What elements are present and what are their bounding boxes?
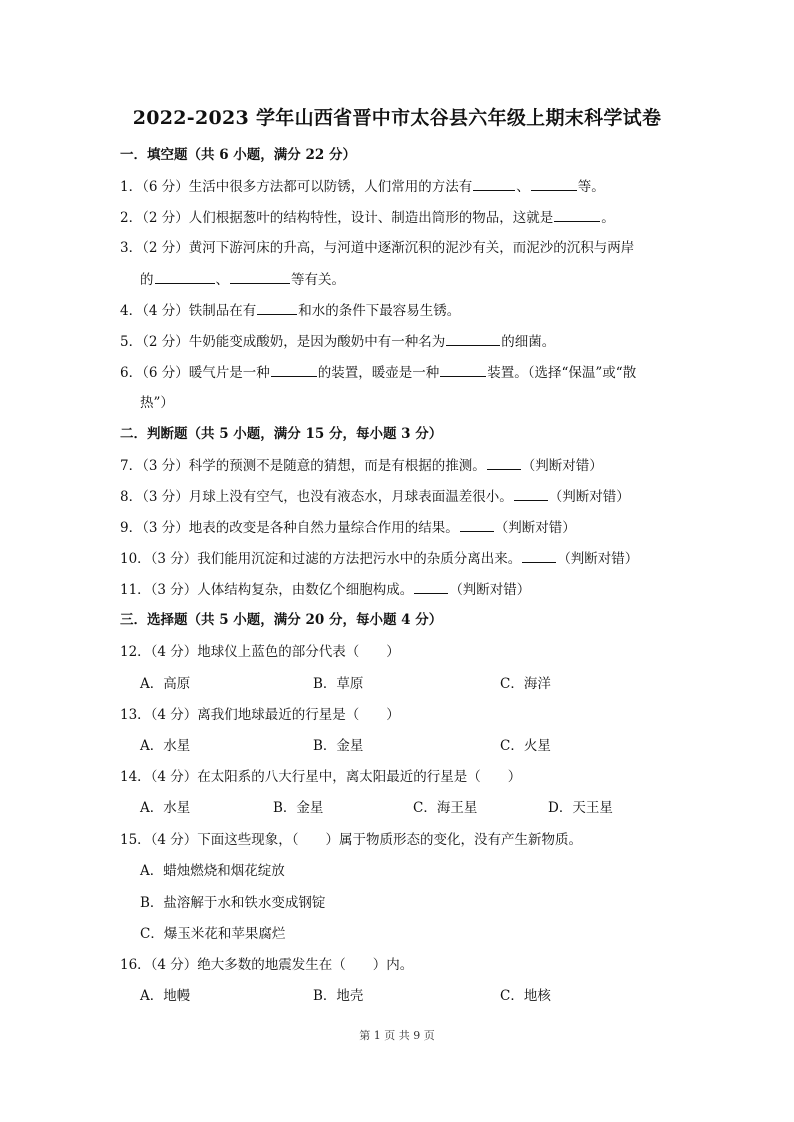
- question-3-tail: 等有关。: [291, 272, 345, 288]
- question-6-cont: 热”）: [140, 395, 174, 411]
- question-3: [120, 238, 634, 258]
- question-2-text: 2．（2 分）人们根据葱叶的结构特性，设计、制造出筒形的物品，这就是: [120, 210, 554, 226]
- question-5-tail: 的细菌。: [501, 334, 556, 350]
- question-9-text: 9．（3 分）地表的改变是各种自然力量综合作用的结果。: [120, 520, 459, 536]
- question-8: [120, 486, 630, 507]
- question-13-option-c: C．火星: [500, 738, 551, 754]
- answer-blank: [446, 331, 500, 346]
- question-6: [120, 362, 636, 383]
- answer-blank: [554, 207, 600, 222]
- section-fill-heading: 一．填空题（共 6 小题，满分 22 分）: [120, 147, 356, 163]
- question-4: [120, 300, 460, 321]
- question-15-option-a: A．蜡烛燃烧和烟花绽放: [140, 863, 285, 879]
- question-6-text: 6．（6 分）暖气片是一种: [120, 365, 270, 381]
- question-8-text: 8．（3 分）月球上没有空气，也没有液态水，月球表面温差很小。: [120, 489, 513, 505]
- question-16-option-b: B．地壳: [313, 988, 364, 1004]
- judge-hint: （判断对错）: [521, 458, 603, 474]
- question-12-option-a: A．高原: [140, 676, 191, 692]
- answer-blank: [257, 300, 297, 315]
- question-12-option-b: B．草原: [313, 676, 364, 692]
- answer-blank: [487, 455, 521, 470]
- question-5-text: 5．（2 分）牛奶能变成酸奶，是因为酸奶中有一种名为: [120, 334, 446, 350]
- question-14-option-b: B．金星: [273, 800, 324, 816]
- answer-blank: [522, 548, 556, 563]
- question-2-tail: 。: [601, 210, 615, 226]
- question-16-option-a: A．地幔: [140, 988, 191, 1004]
- question-16-option-c: C．地核: [500, 988, 551, 1004]
- section-judge-heading: 二．判断题（共 5 小题，满分 15 分，每小题 3 分）: [120, 426, 443, 442]
- question-15-option-b: B．盐溶解于水和铁水变成钢锭: [140, 895, 326, 911]
- question-7-text: 7．（3 分）科学的预测不是随意的猜想，而是有根据的推测。: [120, 458, 486, 474]
- answer-blank: [440, 362, 486, 377]
- page-footer: 第 1 页 共 9 页: [359, 1029, 435, 1042]
- answer-blank: [460, 517, 494, 532]
- exam-title: 2022-2023 学年山西省晋中市太谷县六年级上期末科学试卷: [132, 107, 662, 129]
- answer-blank: [414, 579, 448, 594]
- question-14-stem: 14．（4 分）在太阳系的八大行星中，离太阳最近的行星是（ ）: [120, 769, 522, 785]
- question-10-text: 10．（3 分）我们能用沉淀和过滤的方法把污水中的杂质分离出来。: [120, 551, 522, 567]
- question-15-stem: 15．（4 分）下面这些现象，（ ）属于物质形态的变化，没有产生新物质。: [120, 832, 583, 848]
- question-12-option-c: C．海洋: [500, 676, 551, 692]
- question-12-stem: 12．（4 分）地球仪上蓝色的部分代表（ ）: [120, 644, 400, 660]
- question-4-text: 4．（4 分）铁制品在有: [120, 303, 257, 319]
- question-5: [120, 331, 555, 352]
- question-14-option-c: C．海王星: [413, 800, 478, 816]
- question-2: [120, 207, 615, 228]
- answer-blank: [514, 486, 548, 501]
- question-1-tail: 等。: [577, 179, 605, 195]
- answer-blank: [531, 176, 577, 191]
- question-11: [120, 579, 530, 600]
- question-3-de: 的: [140, 272, 154, 288]
- question-14-option-d: D．天王星: [548, 800, 613, 816]
- question-3-cont: [140, 269, 345, 290]
- judge-hint: （判断对错）: [557, 551, 639, 567]
- question-6-tail: 装置。（选择“保温”或“散: [487, 365, 637, 381]
- question-1-sep: 、: [516, 179, 530, 195]
- question-16-stem: 16．（4 分）绝大多数的地震发生在（ ）内。: [120, 957, 414, 973]
- judge-hint: （判断对错）: [449, 582, 531, 598]
- question-9: [120, 517, 576, 538]
- question-14-option-a: A．水星: [140, 800, 191, 816]
- answer-blank: [271, 362, 317, 377]
- judge-hint: （判断对错）: [494, 520, 576, 536]
- answer-blank: [230, 269, 290, 284]
- question-11-text: 11．（3 分）人体结构复杂，由数亿个细胞构成。: [120, 582, 414, 598]
- question-10: [120, 548, 638, 569]
- question-4-tail: 和水的条件下最容易生锈。: [298, 303, 461, 319]
- question-3-text: 3．（2 分）黄河下游河床的升高，与河道中逐渐沉积的泥沙有关，而泥沙的沉积与两岸: [120, 240, 635, 256]
- question-15-option-c: C．爆玉米花和苹果腐烂: [140, 926, 286, 942]
- answer-blank: [155, 269, 215, 284]
- question-6-mid: 的装置，暖壶是一种: [317, 365, 440, 381]
- question-7: [120, 455, 603, 476]
- question-13-option-b: B．金星: [313, 738, 364, 754]
- question-13-stem: 13．（4 分）离我们地球最近的行星是（ ）: [120, 707, 400, 723]
- section-choice-heading: 三．选择题（共 5 小题，满分 20 分，每小题 4 分）: [120, 612, 443, 628]
- question-13-option-a: A．水星: [140, 738, 191, 754]
- question-1: [120, 176, 605, 197]
- judge-hint: （判断对错）: [548, 489, 630, 505]
- question-3-sep: 、: [215, 272, 229, 288]
- question-1-text: 1．（6 分）生活中很多方法都可以防锈，人们常用的方法有: [120, 179, 473, 195]
- answer-blank: [473, 176, 515, 191]
